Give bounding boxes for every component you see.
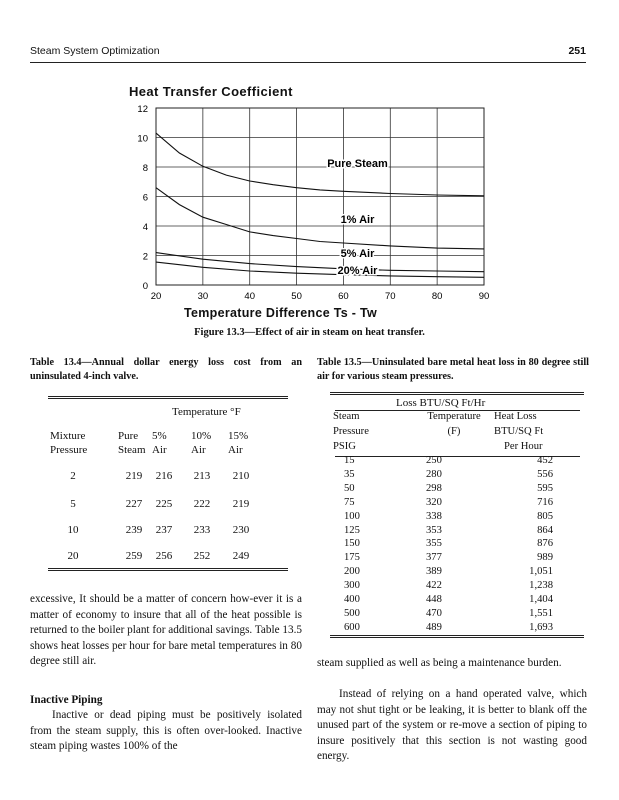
table-13-5-cell: 556 xyxy=(537,468,553,480)
x-tick-label: 80 xyxy=(431,291,443,302)
table-13-5-cell: 1,404 xyxy=(529,594,553,605)
heat-transfer-chart xyxy=(120,100,510,330)
table-13-5-col-header: PSIG xyxy=(333,441,356,452)
table-13-4-col-header: Steam xyxy=(118,444,146,456)
table-13-5-cell: 100 xyxy=(344,510,360,522)
x-tick-label: 60 xyxy=(338,291,349,302)
table-13-5-col-header: Temperature xyxy=(427,411,481,422)
table-13-5-cell: 600 xyxy=(344,621,360,633)
left-paragraph-2: Inactive or dead piping must be positively isolated from the steam supply, this is often over-looked. Inactive steam piping wastes 100% of the xyxy=(30,709,302,753)
table-13-4-cell: 213 xyxy=(193,470,211,482)
table-13-4-cell: 210 xyxy=(232,470,250,482)
y-tick-label: 6 xyxy=(142,192,148,204)
table-13-5-cell: 489 xyxy=(426,621,442,633)
table-13-4-col-header: 10% xyxy=(191,430,212,442)
y-tick-label: 2 xyxy=(142,251,148,263)
table-13-5-cell: 250 xyxy=(426,455,442,466)
table-13-5-cell: 389 xyxy=(426,566,442,578)
table-13-5-cell: 989 xyxy=(537,552,553,564)
series-label-2: 5% Air xyxy=(340,247,375,260)
table-13-4-cell: 219 xyxy=(125,470,143,482)
right-paragraph-1: steam supplied as well as being a maintenance burden. xyxy=(317,657,562,669)
table-13-5-cell: 353 xyxy=(426,524,442,536)
table-13-5 xyxy=(330,392,584,642)
table-13-4-cell: 230 xyxy=(232,524,250,536)
table-13-4-cell: 216 xyxy=(155,470,173,482)
table-13-5-cell: 300 xyxy=(344,580,360,592)
series-line-0 xyxy=(156,133,484,196)
table-13-4 xyxy=(30,396,302,576)
table-13-5-cell: 35 xyxy=(344,468,355,480)
table-13-5-cell: 805 xyxy=(537,510,553,522)
table-13-4-cell: 222 xyxy=(193,498,211,510)
table-13-4-caption: Table 13.4—Annual dollar energy loss cost from an uninsulated 4-inch valve. xyxy=(30,357,302,382)
table-13-5-cell: 377 xyxy=(426,552,442,564)
right-paragraph-2: Instead of relying on a hand operated valve, which may not shut tight or be leaking, it is better to blank off the unused part of the system or re-move a section of piping to insure positively that this section is not wasting good energy. xyxy=(317,688,587,763)
inactive-piping-heading: Inactive Piping xyxy=(30,694,103,706)
table-13-5-col-header: Steam xyxy=(333,411,360,422)
table-13-4-col-header: Pure xyxy=(118,430,139,442)
chart-x-axis-label: Temperature Difference Ts - Tw xyxy=(184,306,378,320)
table-13-5-col-header: Pressure xyxy=(333,426,369,437)
table-13-5-cell: 400 xyxy=(344,594,360,605)
table-13-4-temp-header: Temperature °F xyxy=(172,406,241,418)
table-13-4-cell: 259 xyxy=(125,550,143,562)
table-13-4-cell: 219 xyxy=(232,498,250,510)
y-tick-label: 4 xyxy=(142,222,148,233)
table-13-5-cell: 355 xyxy=(426,538,442,550)
table-13-4-cell: 10 xyxy=(67,524,79,536)
table-13-5-cell: 298 xyxy=(426,482,442,494)
x-tick-label: 20 xyxy=(150,291,162,302)
table-13-4-cell: 233 xyxy=(193,524,211,536)
table-13-4-cell: 227 xyxy=(125,498,143,510)
table-13-5-cell: 125 xyxy=(344,524,360,536)
table-13-5-cell: 422 xyxy=(426,580,442,592)
y-tick-label: 8 xyxy=(142,163,148,174)
header-rule xyxy=(30,62,586,63)
table-13-5-cell: 1,051 xyxy=(529,566,553,578)
table-13-5-caption: Table 13.5—Uninsulated bare metal heat loss in 80 degree still air for various steam pressures. xyxy=(317,357,589,382)
x-tick-label: 70 xyxy=(384,291,396,302)
table-13-5-col-header: Heat Loss xyxy=(494,411,537,422)
table-13-5-col-header: (F) xyxy=(447,426,461,437)
table-13-4-col-header: 5% xyxy=(152,430,167,442)
y-tick-label: 12 xyxy=(137,104,148,115)
table-13-5-cell: 50 xyxy=(344,482,355,494)
table-13-5-col-header: Per Hour xyxy=(504,441,543,452)
table-13-4-cell: 256 xyxy=(155,550,173,562)
table-13-4-col-header: Air xyxy=(152,444,167,456)
table-13-5-cell: 75 xyxy=(344,496,355,508)
running-header: Steam System Optimization xyxy=(30,45,160,57)
page-number: 251 xyxy=(568,45,586,57)
y-tick-label: 0 xyxy=(142,281,148,292)
table-13-5-cell: 200 xyxy=(344,566,360,578)
table-13-5-cell: 150 xyxy=(344,538,360,550)
table-13-4-cell: 239 xyxy=(125,524,143,536)
x-tick-label: 50 xyxy=(291,291,302,302)
series-label-3: 20% Air xyxy=(337,264,378,277)
figure-caption: Figure 13.3—Effect of air in steam on heat transfer. xyxy=(194,327,425,338)
table-13-5-group-header: Loss BTU/SQ Ft/Hr xyxy=(396,397,486,409)
table-13-5-cell: 452 xyxy=(537,455,553,466)
table-13-5-cell: 876 xyxy=(537,538,553,550)
chart-title: Heat Transfer Coefficient xyxy=(129,84,293,99)
table-13-5-cell: 716 xyxy=(537,496,553,508)
table-13-5-col-header: BTU/SQ Ft xyxy=(494,426,544,437)
table-13-4-col-header: 15% xyxy=(228,430,249,442)
table-13-4-cell: 237 xyxy=(155,524,173,536)
table-13-4-cell: 252 xyxy=(193,550,211,562)
table-13-5-cell: 595 xyxy=(537,482,553,494)
table-13-5-cell: 1,238 xyxy=(529,580,553,592)
left-paragraph-1: excessive, It should be a matter of concern how-ever it is a matter of economy to insure that all of the heat possible is returned to the boiler plant for additional savings. Table 13.5 shows heat losses per hour for bare metal temperatures in 80 degree still air. xyxy=(30,593,302,668)
series-label-0: Pure Steam xyxy=(327,158,388,170)
series-label-1: 1% Air xyxy=(340,214,375,227)
table-13-4-col-header: Mixture xyxy=(50,430,86,442)
table-13-5-cell: 320 xyxy=(426,496,442,508)
table-13-5-cell: 175 xyxy=(344,552,360,564)
x-tick-label: 40 xyxy=(244,291,256,302)
table-13-4-col-header: Pressure xyxy=(50,444,88,456)
table-13-5-cell: 1,693 xyxy=(529,621,553,633)
table-13-5-cell: 864 xyxy=(537,524,553,536)
table-13-4-cell: 20 xyxy=(67,550,79,562)
table-13-4-cell: 2 xyxy=(70,470,76,482)
table-13-5-cell: 280 xyxy=(426,468,442,480)
x-tick-label: 30 xyxy=(197,291,209,302)
table-13-5-cell: 500 xyxy=(344,607,360,619)
table-13-5-cell: 1,551 xyxy=(529,607,553,619)
table-13-4-cell: 5 xyxy=(70,498,76,510)
table-13-4-cell: 249 xyxy=(232,550,250,562)
table-13-4-col-header: Air xyxy=(191,444,206,456)
table-13-5-cell: 338 xyxy=(426,510,442,522)
table-13-5-cell: 448 xyxy=(426,594,442,605)
table-13-4-col-header: Air xyxy=(228,444,243,456)
table-13-5-cell: 470 xyxy=(426,607,442,619)
table-13-5-cell: 15 xyxy=(344,455,355,466)
y-tick-label: 10 xyxy=(137,133,148,145)
table-13-4-cell: 225 xyxy=(155,498,173,510)
x-tick-label: 90 xyxy=(478,291,490,302)
series-line-3 xyxy=(156,262,484,277)
